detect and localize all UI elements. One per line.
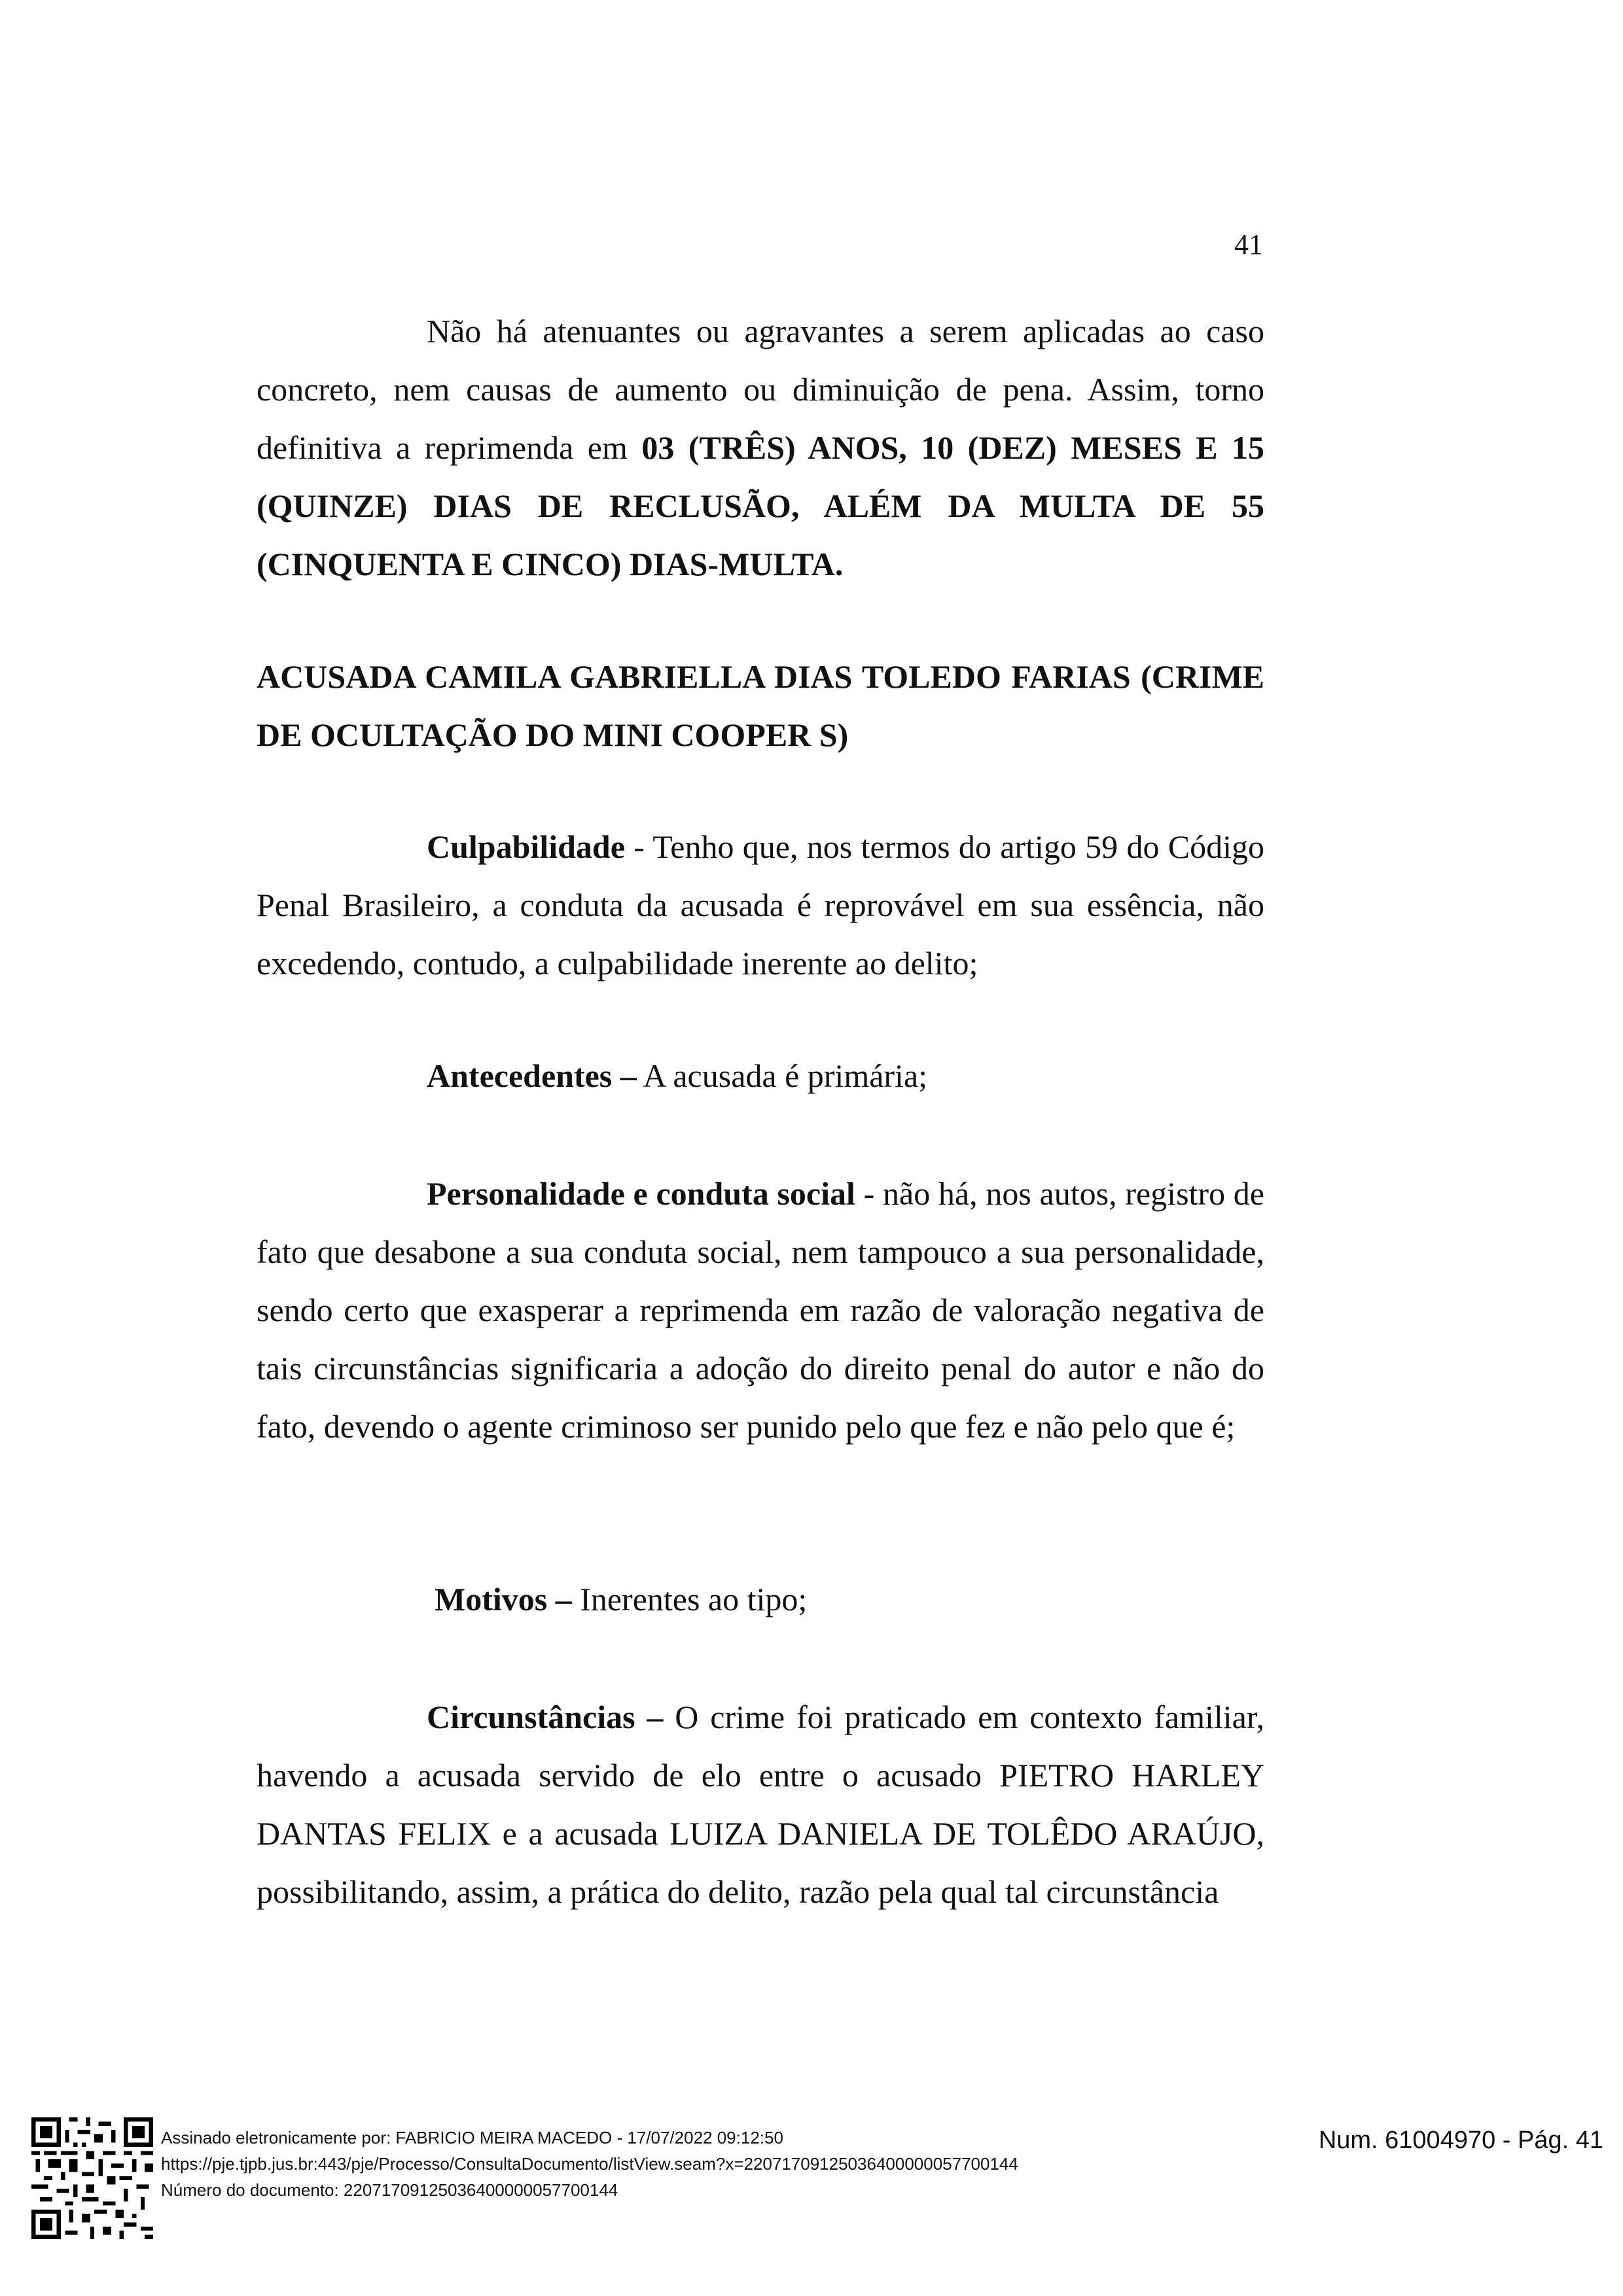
- circunstancias-label: Circunstâncias –: [427, 1699, 664, 1735]
- paragraph-text: Não há atenuantes ou agravantes a serem aplicadas ao caso concreto, nem causas de aumento ou diminuição de pena. Assim, torno definitiva a reprimenda em: [257, 313, 1264, 466]
- document-number: Número do documento: 22071709125036400000057700144: [161, 2180, 618, 2200]
- qr-code-icon: [31, 2117, 153, 2239]
- paragraph-culpabilidade: [257, 818, 1264, 993]
- page-number: 41: [1234, 228, 1263, 260]
- motivos-text: Inerentes ao tipo;: [571, 1581, 808, 1617]
- signature-line: Assinado eletronicamente por: FABRICIO MEIRA MACEDO - 17/07/2022 09:12:50: [161, 2128, 783, 2147]
- motivos-label: Motivos –: [435, 1581, 572, 1617]
- paragraph-penalty: [257, 302, 1264, 593]
- penalty-bold-text: 03 (TRÊS) ANOS, 10 (DEZ) MESES E 15 (QUINZE) DIAS DE RECLUSÃO, ALÉM DA MULTA DE 55 (CINQUENTA E CINCO) DIAS-MULTA.: [257, 429, 1264, 582]
- document-url: https://pje.tjpb.jus.br:443/pje/Processo/ConsultaDocumento/listView.seam?x=22071709125036400000057700144: [161, 2154, 1018, 2174]
- section-heading: ACUSADA CAMILA GABRIELLA DIAS TOLEDO FARIAS (CRIME DE OCULTAÇÃO DO MINI COOPER S): [257, 658, 1264, 753]
- num-page-label: Num. 61004970 - Pág. 41: [1318, 2127, 1603, 2154]
- personalidade-label: Personalidade e conduta social: [427, 1175, 855, 1212]
- personalidade-text: - não há, nos autos, registro de fato que desabone a sua conduta social, nem tampouco a sua personalidade, sendo certo que exasperar a reprimenda em razão de valoração negativa de tais circunstâncias significaria a adoção do direito penal do autor e não do fato, devendo o agente criminoso ser punido pelo que fez e não pelo que é;: [257, 1175, 1264, 1445]
- culpabilidade-label: Culpabilidade: [427, 828, 625, 865]
- paragraph-circunstancias: [257, 1688, 1264, 1921]
- antecedentes-text: A acusada é primária;: [636, 1057, 928, 1094]
- paragraph-motivos: [257, 1570, 1264, 1629]
- paragraph-personalidade: [257, 1165, 1264, 1456]
- antecedentes-label: Antecedentes –: [427, 1057, 637, 1094]
- paragraph-antecedentes: [257, 1047, 1264, 1105]
- circunstancias-text: O crime foi praticado em contexto familiar, havendo a acusada servido de elo entre o acusado PIETRO HARLEY DANTAS FELIX e a acusada LUIZA DANIELA DE TOLÊDO ARAÚJO, possibilitando, assim, a prática do delito, razão pela qual tal circunstância: [257, 1699, 1265, 1910]
- culpabilidade-text: - Tenho que, nos termos do artigo 59 do Código Penal Brasileiro, a conduta da acusada é reprovável em sua essência, não excedendo, contudo, a culpabilidade inerente ao delito;: [257, 828, 1264, 981]
